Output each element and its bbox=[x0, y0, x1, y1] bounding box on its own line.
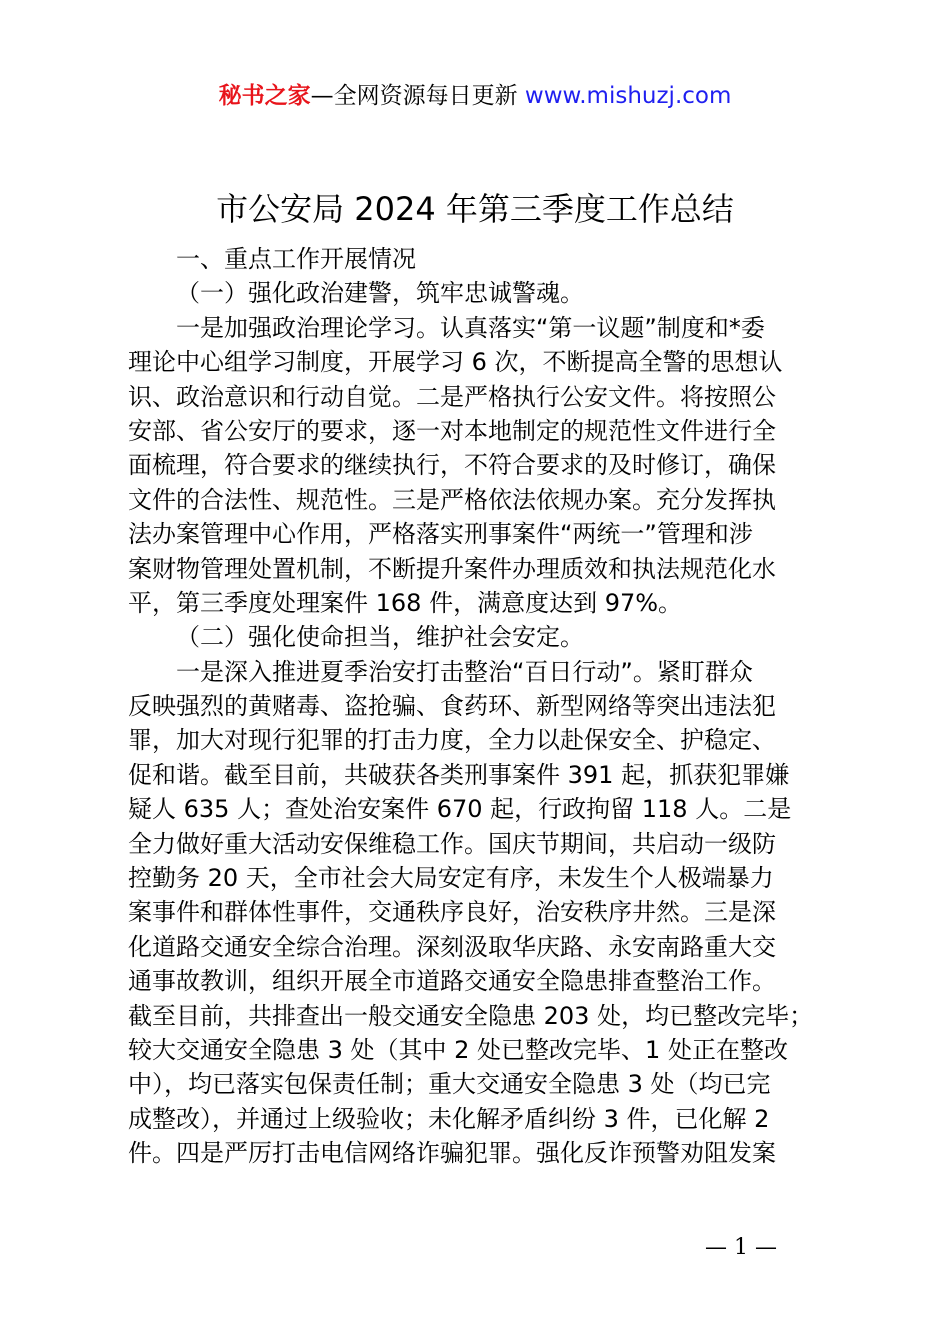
body-line: 化道路交通安全综合治理。深刻汲取华庆路、永安南路重大交 bbox=[128, 932, 776, 961]
body-line: 一、重点工作开展情况 bbox=[176, 245, 416, 273]
body-line: 安部、省公安厅的要求，逐一对本地制定的规范性文件进行全 bbox=[128, 416, 776, 445]
body-line: 罪，加大对现行犯罪的打击力度，全力以赴保安全、护稳定、 bbox=[128, 726, 776, 755]
document-title: 市公安局 2024 年第三季度工作总结 bbox=[216, 190, 734, 228]
body-line: 促和谐。截至目前，共破获各类刑事案件 391 起，抓获犯罪嫌 bbox=[128, 760, 790, 789]
body-line: 成整改），并通过上级验收；未化解矛盾纠纷 3 件，已化解 2 bbox=[128, 1104, 770, 1133]
site-slogan: —全网资源每日更新 bbox=[310, 83, 525, 109]
body-line: 件。四是严厉打击电信网络诈骗犯罪。强化反诈预警劝阻发案 bbox=[128, 1139, 776, 1168]
site-url-link[interactable]: www.mishuzj.com bbox=[524, 83, 732, 109]
body-line: 理论中心组学习制度，开展学习 6 次，不断提高全警的思想认 bbox=[128, 348, 783, 377]
body-line: 截至目前，共排查出一般交通安全隐患 203 处，均已整改完毕； bbox=[128, 1001, 814, 1030]
body-line: 中），均已落实包保责任制；重大交通安全隐患 3 处（均已完 bbox=[128, 1070, 771, 1099]
body-line: （一）强化政治建警，筑牢忠诚警魂。 bbox=[176, 279, 584, 308]
body-line: 通事故教训，组织开展全市道路交通安全隐患排查整治工作。 bbox=[128, 967, 776, 996]
site-banner bbox=[0, 80, 950, 112]
body-line: 法办案管理中心作用，严格落实刑事案件“两统一”管理和涉 bbox=[128, 520, 753, 549]
body-line: 全力做好重大活动安保维稳工作。国庆节期间，共启动一级防 bbox=[128, 829, 776, 858]
body-line: 反映强烈的黄赌毒、盗抢骗、食药环、新型网络等突出违法犯 bbox=[128, 692, 776, 721]
body-line: 平，第三季度处理案件 168 件，满意度达到 97%。 bbox=[128, 588, 683, 617]
body-line: 一是深入推进夏季治安打击整治“百日行动”。紧盯群众 bbox=[176, 657, 753, 686]
body-line: （二）强化使命担当，维护社会安定。 bbox=[176, 623, 584, 652]
body-line: 较大交通安全隐患 3 处（其中 2 处已整改完毕、1 处正在整改 bbox=[128, 1035, 788, 1064]
body-line: 文件的合法性、规范性。三是严格依法依规办案。充分发挥执 bbox=[128, 485, 776, 514]
body-line: 识、政治意识和行动自觉。二是严格执行公安文件。将按照公 bbox=[128, 382, 776, 411]
site-brand: 秘书之家 bbox=[218, 83, 311, 109]
body-line: 疑人 635 人；查处治安案件 670 起，行政拘留 118 人。二是 bbox=[128, 795, 792, 824]
body-line: 案财物管理处置机制，不断提升案件办理质效和执法规范化水 bbox=[128, 554, 776, 583]
body-line: 案事件和群体性事件，交通秩序良好，治安秩序井然。三是深 bbox=[128, 898, 776, 927]
body-line: 一是加强政治理论学习。认真落实“第一议题”制度和*委 bbox=[176, 313, 765, 342]
document-body bbox=[128, 242, 840, 1171]
page-number: — 1 — bbox=[705, 1235, 777, 1260]
body-line: 面梳理，符合要求的继续执行，不符合要求的及时修订，确保 bbox=[128, 451, 776, 480]
body-line: 控勤务 20 天，全市社会大局安定有序，未发生个人极端暴力 bbox=[128, 864, 774, 893]
